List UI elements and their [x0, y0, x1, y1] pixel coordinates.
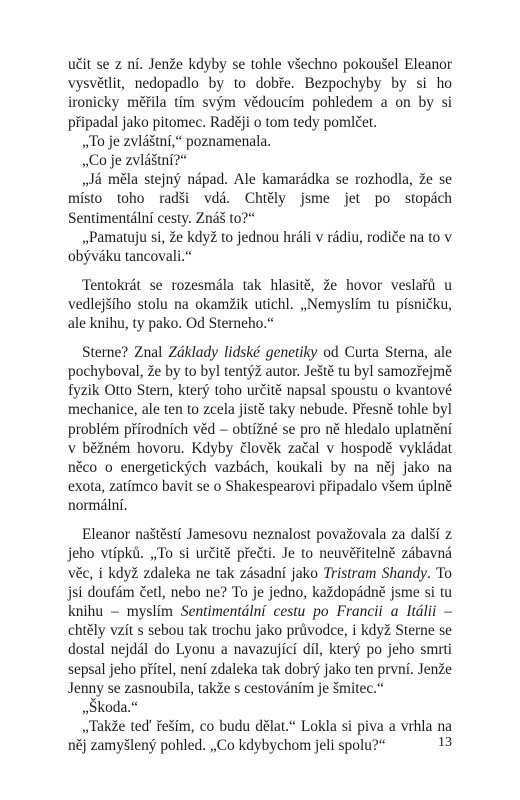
- text-run: „To je zvláštní,“ poznamenala.: [82, 132, 272, 150]
- text-run: od Curta Sterna, ale pochyboval, že by to byl tentýž autor. Ještě tu byl samozřejmě fyzik Otto Stern, který toho určitě napsal spoustu o kvantové mechanice, ale ten to zcela jistě taky nebude. Přesně tohle byl problém přírodních věd – obtížné se pro ně hledalo uplatnění v běžném hovoru. Kdyby člověk začal v hospodě vykládat něco o energetických vazbách, koukali by na něj jako na exota, zatímco bavit se o Shakespearovi připadalo všem úplně normální.: [68, 343, 452, 515]
- page-number: 13: [438, 735, 452, 750]
- paragraph: [68, 343, 452, 516]
- paragraph: [68, 698, 452, 717]
- paragraph: [68, 55, 452, 132]
- paragraph: [68, 228, 452, 266]
- text-run: „Škoda.“: [82, 699, 138, 716]
- paragraph: [68, 170, 452, 228]
- body-text: [68, 55, 452, 756]
- text-run: Eleanor naštěstí Jamesovu neznalost považovala za další z jeho vtípků. „To si určitě přečti. Je to neuvěřitelně zábavná věc, i když zdaleka ne tak zásadní jako: [68, 526, 452, 582]
- text-run: „Já měla stejný nápad. Ale kamarádka se rozhodla, že se místo toho radši vdá. Chtěly jsme jet po stopách Sentimentální cesty. Znáš to?“: [68, 171, 452, 227]
- book-title-italic: Sentimentální cestu po Francii a Itálii: [180, 602, 437, 620]
- text-run: učit se z ní. Jenže kdyby se tohle všechno pokoušel Eleanor vysvětlit, nedopadlo by to dobře. Bezpochyby by si ho ironicky měřila tím svým vědoucím pohledem a on by si připadal jako pitomec. Raději o tom tedy pomlčet.: [68, 56, 452, 131]
- paragraph: [68, 525, 452, 698]
- text-run: „Takže teď řeším, co budu dělat.“ Lokla si piva a vrhla na něj zamyšlený pohled. „Co kdybychom jeli spolu?“: [68, 718, 452, 755]
- text-run: Sterne? Znal: [82, 343, 169, 361]
- text-run: „Co je zvláštní?“: [82, 152, 188, 170]
- paragraph: [68, 717, 452, 755]
- text-run: „Pamatuju si, že když to jednou hráli v rádiu, rodiče na to v obýváku tancovali.“: [68, 228, 452, 266]
- text-run: – chtěly vzít s sebou tak trochu jako průvodce, i když Sterne se dostal nejdál do Lyonu a navazující díl, který po jeho smrti sepsal jeho přítel, není zdaleka tak dobrý jako ten první. Jenže Jenny se zasnoubila, takže s cestováním je šmitec.“: [68, 602, 452, 697]
- paragraph: [68, 151, 452, 170]
- book-title-italic: Tristram Shandy: [323, 564, 428, 582]
- paragraph: [68, 276, 452, 334]
- text-run: . To jsi doufám četl, nebo ne? To je jedno, každopádně jsme si tu knihu – myslím: [68, 564, 452, 620]
- book-title-italic: Základy lidské genetiky: [168, 343, 318, 361]
- text-run: Tentokrát se rozesmála tak hlasitě, že hovor veslařů u vedlejšího stolu na okamžik utichl. „Nemyslím tu písničku, ale knihu, ty pako. Od Sterneho.“: [68, 276, 452, 333]
- paragraph: [68, 132, 452, 151]
